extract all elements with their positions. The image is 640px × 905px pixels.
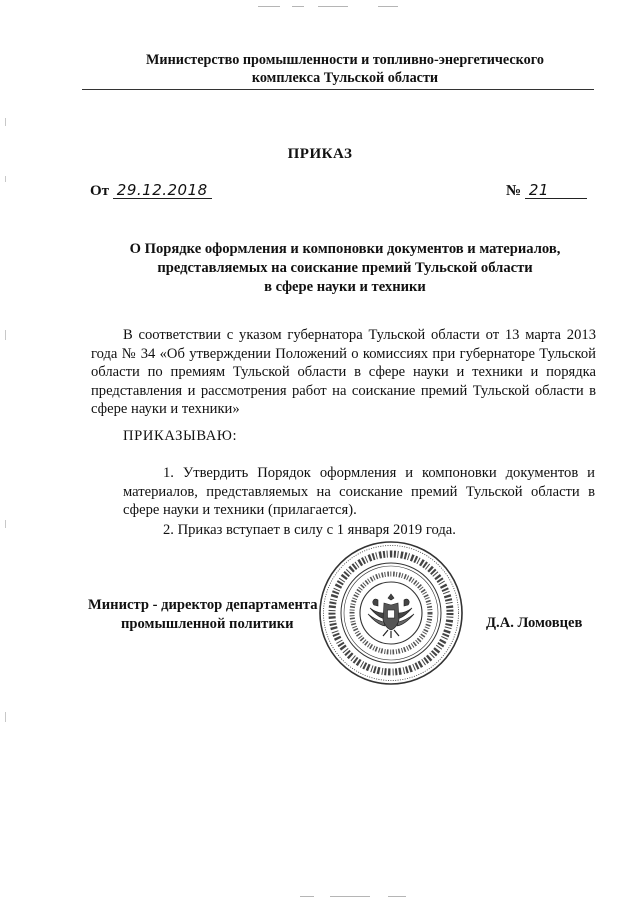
order-items bbox=[123, 464, 595, 539]
scan-mark bbox=[292, 6, 304, 7]
signatory-position bbox=[88, 596, 318, 634]
scan-mark bbox=[5, 520, 6, 528]
scan-mark bbox=[318, 6, 348, 7]
ministry-header-line1: Министерство промышленности и топливно-энергетического bbox=[146, 52, 544, 68]
scan-mark bbox=[300, 896, 314, 897]
scan-mark bbox=[330, 896, 370, 897]
number-prefix: № bbox=[506, 183, 522, 199]
scan-mark bbox=[378, 6, 398, 7]
order-item-2: 2. Приказ вступает в силу с 1 января 2019 года. bbox=[163, 521, 456, 538]
signatory-name: Д.А. Ломовцев bbox=[486, 615, 583, 631]
position-line2: промышленной политики bbox=[121, 616, 294, 632]
order-item-1: 1. Утвердить Порядок оформления и компоновки документов и материалов, представляемых на соискание премий Тульской области в сфере науки и техники (прилагается). bbox=[123, 465, 595, 518]
scan-mark bbox=[5, 330, 6, 340]
subject-line3: в сфере науки и техники bbox=[264, 279, 426, 295]
coat-of-arms-icon bbox=[368, 594, 414, 638]
order-word: ПРИКАЗЫВАЮ: bbox=[123, 428, 238, 444]
scan-mark bbox=[5, 712, 6, 722]
ministry-header-line2: комплекса Тульской области bbox=[251, 70, 439, 86]
official-seal bbox=[318, 540, 464, 686]
handwritten-number: 21 bbox=[525, 182, 587, 199]
preamble-block bbox=[91, 326, 596, 419]
scan-mark bbox=[388, 896, 406, 897]
document-title: ПРИКАЗ bbox=[287, 146, 353, 162]
scan-mark bbox=[5, 176, 6, 182]
header-rule bbox=[82, 89, 594, 90]
date-prefix: От bbox=[90, 183, 110, 199]
handwritten-date: 29.12.2018 bbox=[113, 182, 212, 199]
subject-line1: О Порядке оформления и компоновки документов и материалов, bbox=[129, 241, 561, 257]
order-subject bbox=[95, 240, 595, 297]
preamble-paragraph: В соответствии с указом губернатора Тульской области от 13 марта 2013 года № 34 «Об утверждении Положений о комиссиях при губернаторе Тульской области по премиям Тульской области в сфере науки и техники и порядка представления и рассмотрения работ на соискание премий Тульской области в сфере науки и техники» bbox=[91, 327, 596, 417]
scan-mark bbox=[5, 118, 6, 126]
order-number bbox=[506, 182, 587, 200]
scan-mark bbox=[258, 6, 280, 7]
position-line1: Министр - директор департамента bbox=[88, 597, 318, 613]
ministry-header bbox=[95, 51, 595, 87]
subject-line2: представляемых на соискание премий Тульской области bbox=[157, 260, 533, 276]
order-date bbox=[90, 182, 212, 200]
